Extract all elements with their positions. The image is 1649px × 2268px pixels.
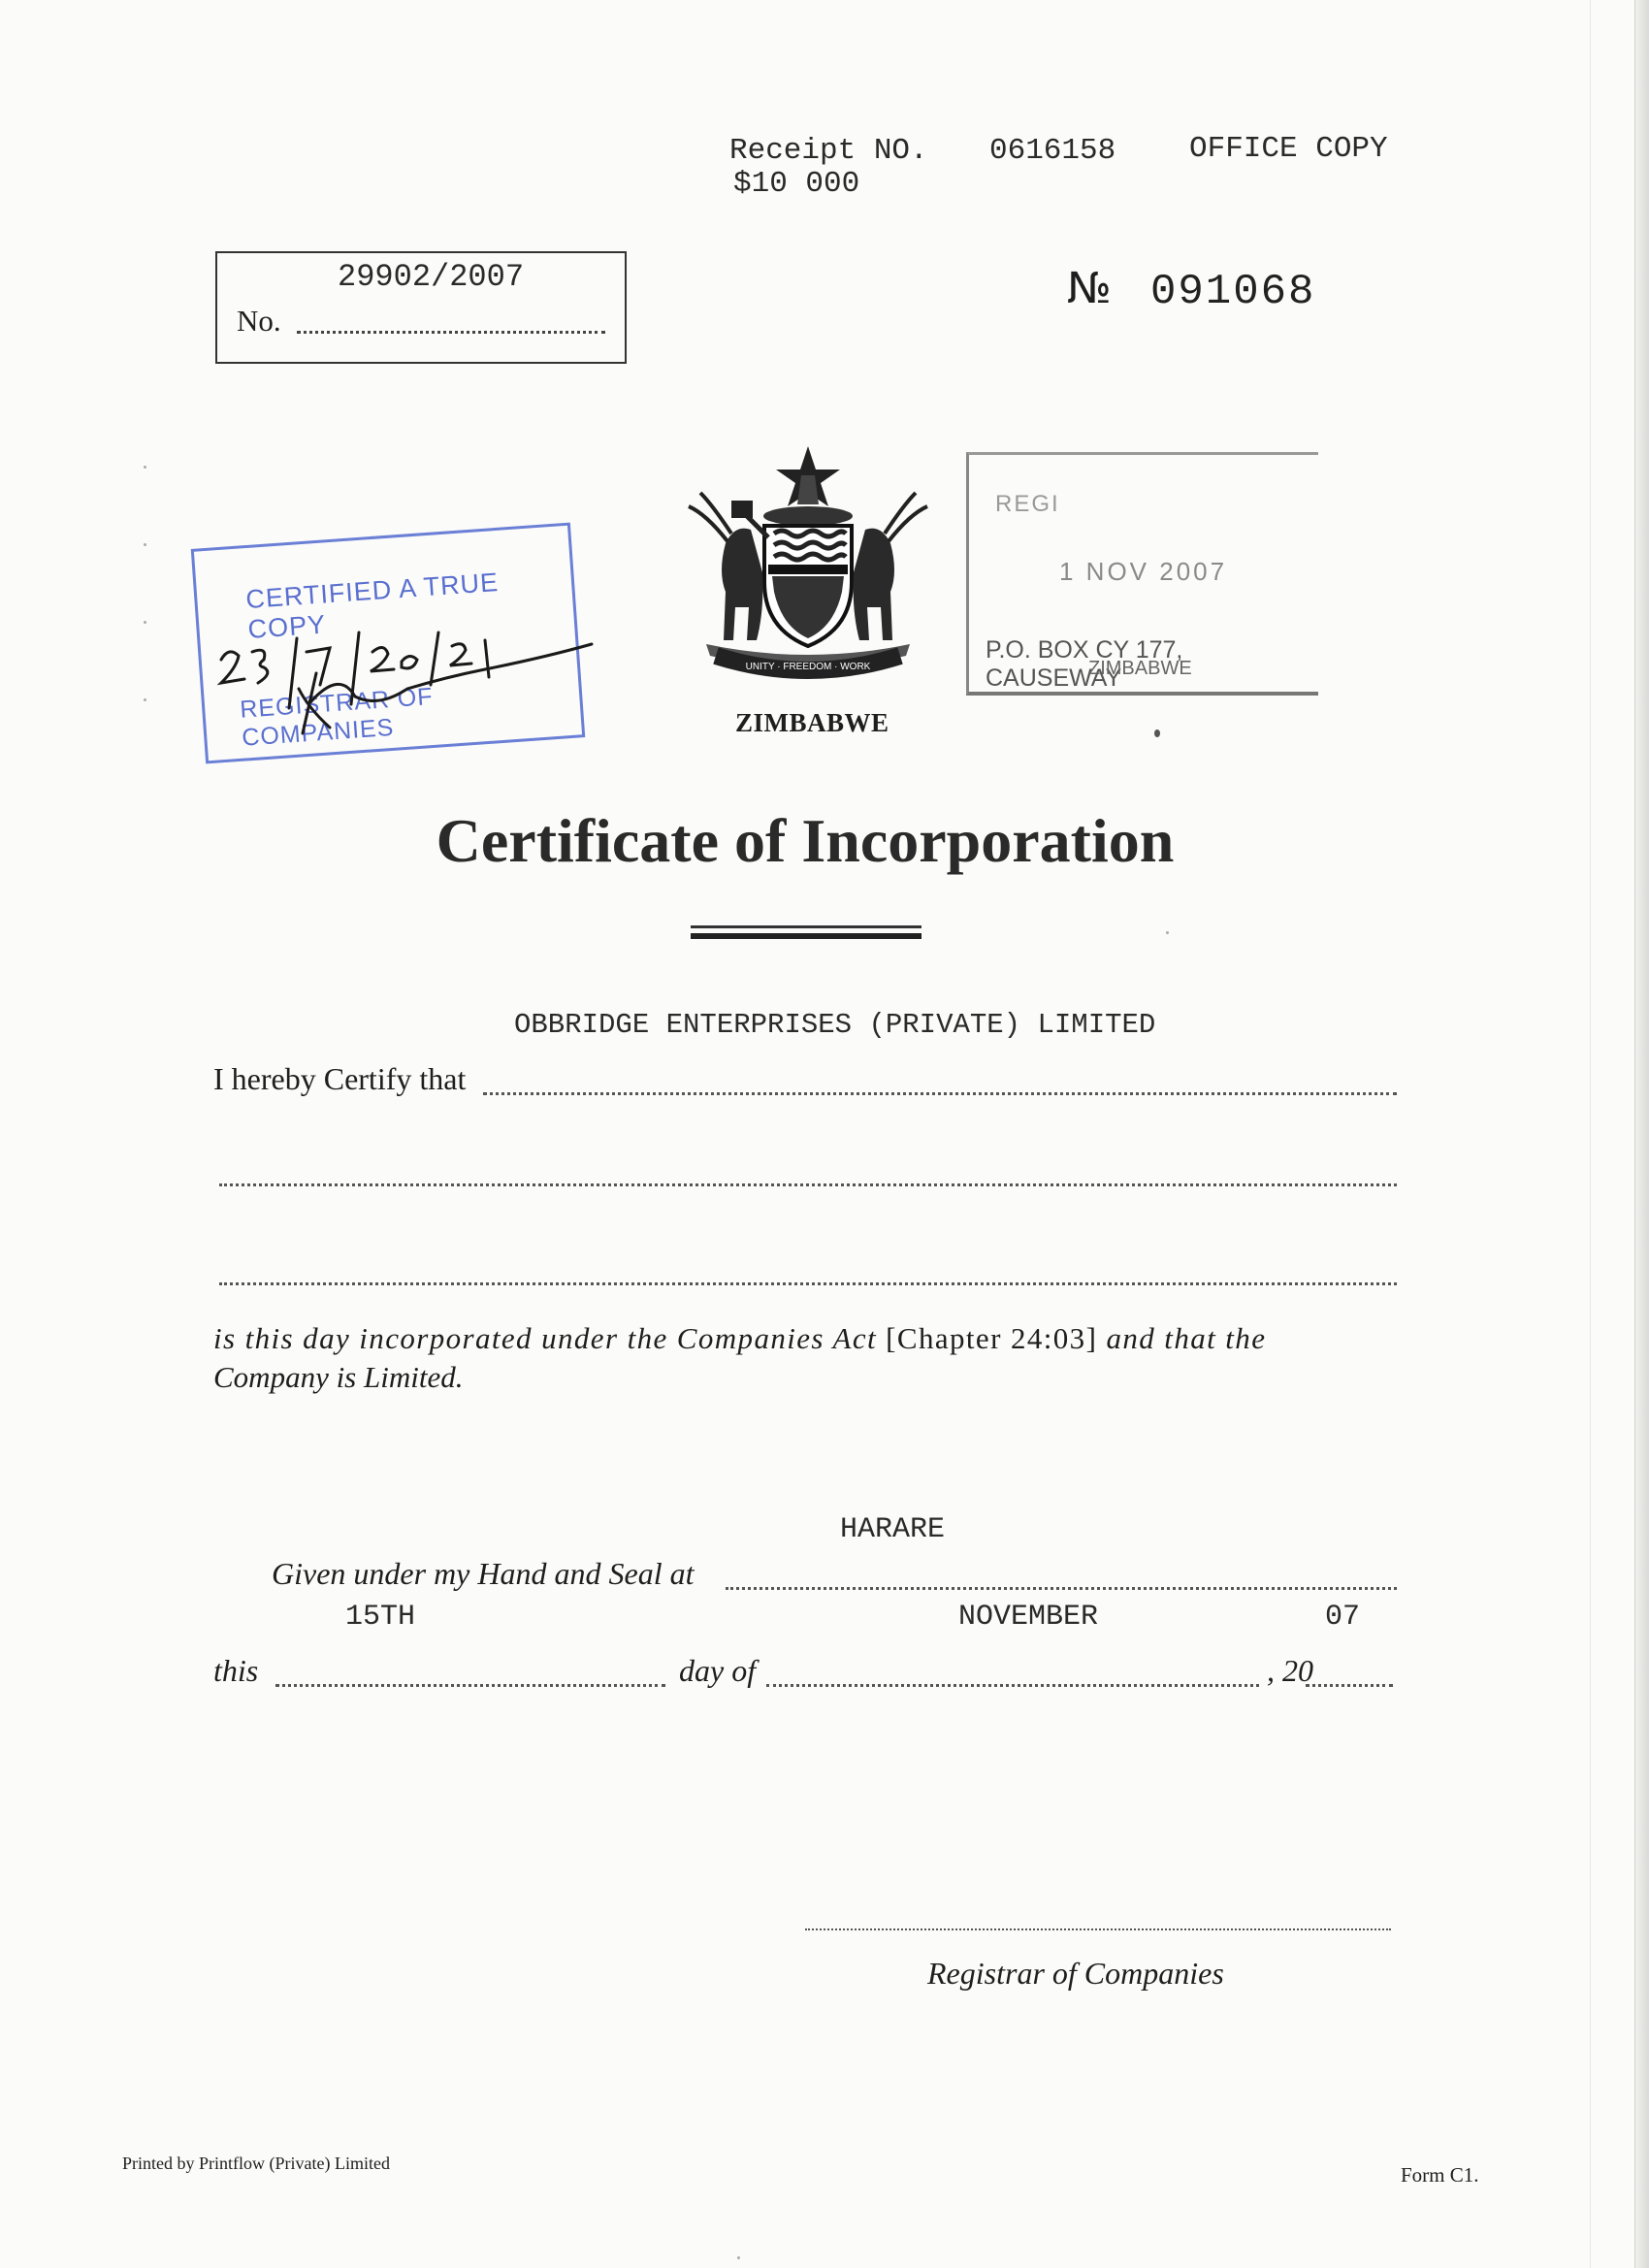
company-dotted-line-1 (483, 1092, 1397, 1095)
incorporation-statement-line1 (213, 1321, 1266, 1356)
company-name: OBBRIDGE ENTERPRISES (PRIVATE) LIMITED (514, 1009, 1156, 1041)
emblem-motto: UNITY · FREEDOM · WORK (745, 662, 871, 672)
scan-speck (737, 2256, 740, 2259)
certificate-title-wrapper (0, 805, 1649, 877)
registration-number: 29902/2007 (338, 259, 525, 295)
given-under-hand-text: Given under my Hand and Seal at (272, 1556, 695, 1591)
registrar-signature-line (805, 1928, 1391, 1930)
coat-of-arms-emblem (667, 437, 949, 689)
place-value: HARARE (840, 1513, 946, 1546)
year-dotted-line (1306, 1684, 1393, 1687)
receipt-label: Receipt NO. (729, 134, 928, 168)
page-fold-line (1590, 0, 1591, 2268)
registration-dotted-line (297, 331, 605, 334)
certified-stamp-line1: CERTIFIED A TRUE COPY (244, 567, 500, 644)
scan-speck (1154, 729, 1160, 737)
country-label: ZIMBABWE (735, 708, 889, 737)
scan-speck (144, 698, 146, 701)
title-rule-thick (691, 933, 922, 939)
day-of-text: day of (679, 1653, 757, 1688)
registry-office-stamp (966, 452, 1325, 691)
form-number: Form C1. (1401, 2163, 1479, 2187)
registry-stamp-date: 1 NOV 2007 (1059, 557, 1228, 586)
registry-stamp-country: ZIMBABWE (1088, 658, 1192, 679)
company-dotted-line-3 (219, 1282, 1397, 1285)
registry-stamp-address: P.O. BOX CY 177, CAUSEWAY (986, 636, 1183, 692)
certify-text: I hereby Certify that (213, 1061, 467, 1096)
day-value: 15TH (345, 1601, 416, 1634)
page-edge-shadow (1634, 0, 1649, 2268)
incorporation-statement-line2: Company is Limited. (213, 1360, 464, 1394)
month-value: NOVEMBER (958, 1601, 1099, 1634)
year-value: 07 (1325, 1601, 1361, 1634)
title-rule-thin (691, 925, 922, 928)
receipt-number: 0616158 (989, 134, 1116, 168)
serial-number: 091068 (1150, 268, 1316, 316)
registration-number-label: No. (237, 304, 281, 338)
scan-speck (144, 466, 146, 469)
place-dotted-line (726, 1587, 1397, 1590)
printer-credit: Printed by Printflow (Private) Limited (122, 2154, 390, 2173)
certified-stamp-line2: REGISTRAR OF COMPANIES (239, 682, 435, 752)
chapter-reference: [Chapter 24:03] (886, 1321, 1098, 1355)
scan-speck (144, 621, 146, 624)
month-dotted-line (766, 1684, 1259, 1687)
day-dotted-line (275, 1684, 665, 1687)
receipt-amount: $10 000 (733, 167, 860, 201)
this-text: this (213, 1653, 259, 1688)
registration-number-box (215, 251, 627, 364)
scan-speck (144, 543, 146, 546)
incorporation-text: is this day incorporated under the Companies Act (213, 1321, 877, 1355)
company-dotted-line-2 (219, 1183, 1397, 1186)
office-copy-label: OFFICE COPY (1189, 132, 1388, 166)
registrar-label: Registrar of Companies (927, 1956, 1224, 1991)
scan-speck (1166, 931, 1169, 934)
handwritten-date-and-signature (194, 563, 601, 737)
serial-number-symbol: № (1067, 264, 1112, 313)
century-text: , 20 (1267, 1653, 1313, 1688)
certificate-title: Certificate of Incorporation (436, 806, 1175, 875)
registry-stamp-top: REGI (995, 491, 1060, 517)
incorporation-text-end: and that the (1106, 1321, 1267, 1355)
